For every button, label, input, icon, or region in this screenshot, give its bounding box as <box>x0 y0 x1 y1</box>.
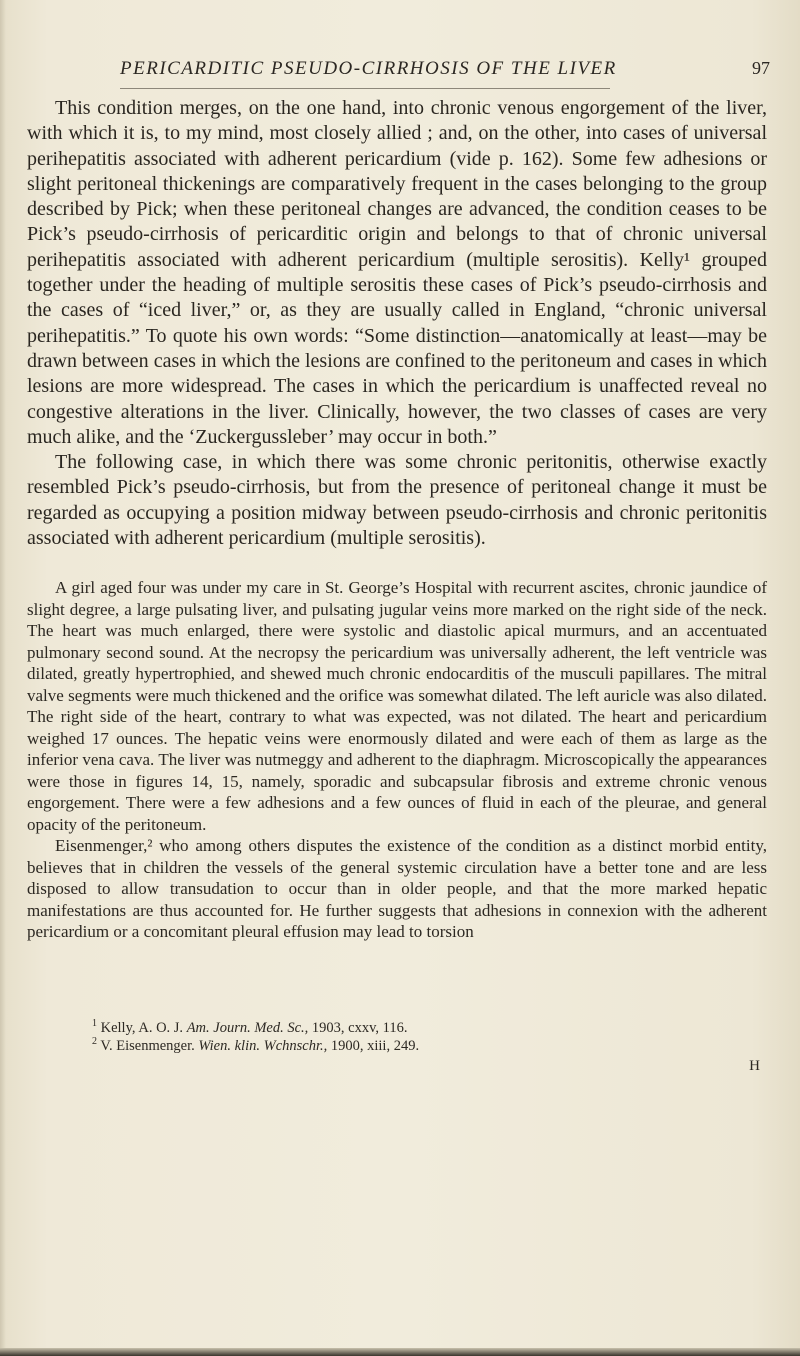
footnote-details: 1903, cxxv, 116. <box>311 1020 408 1036</box>
footnote-2 <box>92 1037 760 1055</box>
running-head-title: PERICARDITIC PSEUDO-CIRRHOSIS OF THE LIVER <box>120 58 617 79</box>
paragraph-case-report: A girl aged four was under my care in St. George’s Hospital with recurrent ascites, chronic jaundice of slight degree, a large pulsating liver, and pulsating jugular veins more marked on the right side of the neck. The heart was much enlarged, there were systolic and diastolic apical murmurs, and an accentuated pulmonary second sound. At the necropsy the pericardium was universally adherent, the left ventricle was dilated, greatly hypertrophied, and shewed much chronic endocarditis of the musculi papillares. The mitral valve segments were much thickened and the orifice was somewhat dilated. The left auricle was also dilated. The right side of the heart, contrary to what was expected, was not dilated. The heart and pericardium weighed 17 ounces. The hepatic veins were enormously dilated and were each of them as large as the inferior vena cava. The liver was nutmeggy and adherent to the diaphragm. Microscopically the appearances were those in figures 14, 15, namely, sporadic and subcapsular fibrosis and extreme chronic venous engorgement. There were a few adhesions and a few ounces of fluid in each of the pleurae, and general opacity of the peritoneum. <box>27 578 767 834</box>
footnote-author: V. Eisenmenger. <box>100 1038 195 1054</box>
footnote-mark: 1 <box>92 1018 97 1030</box>
footnote-author: Kelly, A. O. J. <box>100 1020 184 1036</box>
paragraph-condition-merges: This condition merges, on the one hand, into chronic venous engorgement of the liver, with which it is, to my mind, most closely allied ; and, on the other, into cases of universal perihepatitis associated with adherent pericardium (vide p. 162). Some few adhesions or slight peritoneal thickenings are comparatively frequent in the cases belonging to the group described by Pick; when these peritoneal changes are advanced, the condition ceases to be Pick’s pseudo-cirrhosis of pericarditic origin and belongs to that of chronic universal perihepatitis associated with adherent pericardium (multiple serositis). Kelly¹ grouped together under the heading of multiple serositis these cases of Pick’s pseudo-cirrhosis and the cases of “iced liver,” or, as they are usually called in England, “chronic universal perihepatitis.” To quote his own words: “Some distinction—anatomically at least—may be drawn between cases in which the lesions are confined to the peritoneum and cases in which lesions are more widespread. The cases in which the pericardium is unaffected reveal no congestive alterations in the liver. Clinically, however, the two classes of cases are very much alike, and the ‘Zuckergussleber’ may occur in both.” <box>27 97 767 448</box>
body-text <box>27 96 767 943</box>
footnote-journal: Am. Journ. Med. Sc., <box>186 1020 309 1036</box>
paragraph-eisenmenger: Eisenmenger,² who among others disputes the existence of the condition as a distinct morbid entity, believes that in children the vessels of the general systemic circulation have a better tone and are less disposed to allow transudation to occur than in older people, and that the more marked hepatic manifestations are thus accounted for. He further suggests that adhesions in connexion with the adherent pericardium or a concomitant pleural effusion may lead to torsion <box>27 836 767 942</box>
running-head <box>120 58 770 88</box>
footnote-1 <box>92 1019 760 1037</box>
footnote-journal: Wien. klin. Wchnschr., <box>198 1038 328 1054</box>
case-report-block <box>27 577 767 943</box>
footnote-mark: 2 <box>92 1036 97 1048</box>
running-head-rule <box>120 88 610 89</box>
page-bottom-edge <box>0 1348 800 1356</box>
footnotes <box>92 1019 760 1055</box>
signature-mark: H <box>749 1058 760 1074</box>
page-number: 97 <box>752 58 770 78</box>
footnote-details: 1900, xiii, 249. <box>330 1038 420 1054</box>
page-gutter-shadow <box>0 0 6 1356</box>
paragraph-following-case: The following case, in which there was some chronic peritonitis, otherwise exactly resembled Pick’s pseudo-cirrhosis, but from the presence of peritoneal change it must be regarded as occupying a position midway between pseudo-cirrhosis and chronic peritonitis associated with adherent pericardium (multiple serositis). <box>27 451 767 550</box>
